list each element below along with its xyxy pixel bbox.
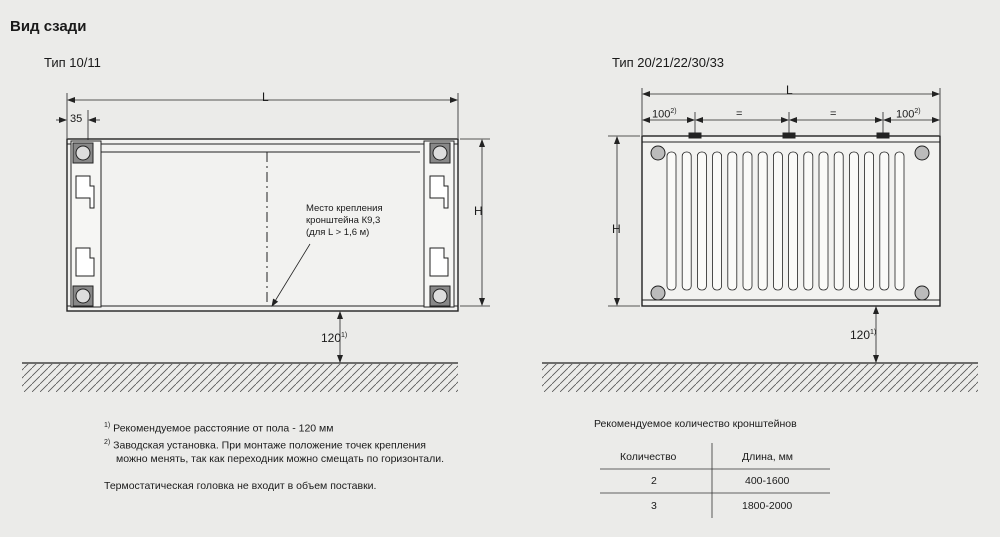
left-type-label: Тип 10/11 [44, 55, 101, 70]
radiator-rib [865, 152, 874, 290]
radiator-rib [682, 152, 691, 290]
mount-callout: Место крепления кронштейна К9,3 (для L > 1,6 м) [306, 203, 383, 238]
radiator-rib [789, 152, 798, 290]
table-row-2-length: 1800-2000 [742, 500, 793, 512]
radiator-rib [728, 152, 737, 290]
radiator-rib [834, 152, 843, 290]
equal-right-label: = [830, 108, 837, 120]
left-120-label: 120$^{1)}$ [321, 331, 348, 345]
radiator-rib [819, 152, 828, 290]
table-row-2-qty: 3 [651, 500, 657, 512]
radiator-rib [849, 152, 858, 290]
radiator-rib [697, 152, 706, 290]
left-floor-hatch [22, 364, 458, 392]
radiator-rib [895, 152, 904, 290]
table-caption: Рекомендуемое количество кронштейнов [594, 418, 797, 430]
table-row-1-length: 400-1600 [745, 475, 790, 487]
left-H-label: H [474, 204, 483, 218]
radiator-rib [758, 152, 767, 290]
right-L-label: L [786, 83, 793, 97]
radiator-rib [713, 152, 722, 290]
right-floor-hatch [542, 364, 978, 392]
radiator-rib [880, 152, 889, 290]
radiator-rib [804, 152, 813, 290]
page-title: Вид сзади [10, 18, 87, 35]
table-header-qty: Количество [620, 451, 677, 463]
right-100-left-label: 100$^{2)}$ [652, 108, 677, 121]
right-100-right-label: 100$^{2)}$ [896, 108, 921, 121]
radiator-rib [743, 152, 752, 290]
left-radiator [67, 139, 458, 311]
right-H-label: H [612, 222, 621, 236]
table-header-length: Длина, мм [742, 451, 794, 463]
right-120-label: 120$^{1)}$ [850, 328, 877, 342]
left-L-label: L [262, 90, 269, 104]
radiator-rib [773, 152, 782, 290]
radiator-rib [667, 152, 676, 290]
equal-left-label: = [736, 108, 743, 120]
table-row-1-qty: 2 [651, 475, 657, 487]
left-35-label: 35 [70, 113, 83, 125]
footnotes: $^{1)}$ Рекомендуемое расстояние от пола - 120 мм $^{2)}$ Заводская установка. При монтаже положение точек крепления можно менять, так как переходник можно смещать по горизонтали. Термостатическая головка не входит в объем поставки. [104, 422, 445, 492]
right-type-label: Тип 20/21/22/30/33 [612, 55, 725, 70]
